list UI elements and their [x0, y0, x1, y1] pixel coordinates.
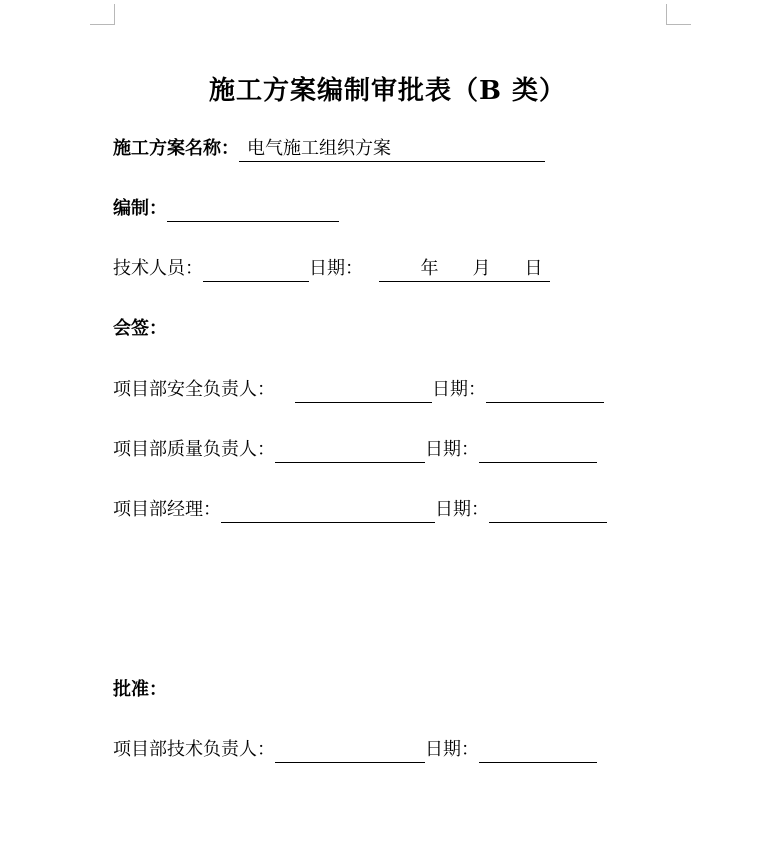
quality-date-field[interactable]	[479, 437, 597, 463]
tech-manager-row	[113, 737, 597, 763]
tech-staff-field[interactable]	[203, 256, 309, 282]
plan-name-field[interactable]	[239, 136, 545, 162]
plan-name-value: 电气施工组织方案	[247, 138, 391, 159]
tech-manager-field[interactable]	[275, 737, 425, 763]
project-manager-field[interactable]	[221, 497, 435, 523]
page-corner-mark-right	[666, 4, 691, 25]
plan-name-row	[113, 136, 545, 162]
tech-staff-date-label: 日期：	[309, 258, 363, 279]
pm-date-label: 日期：	[435, 499, 489, 520]
quality-manager-row	[113, 437, 597, 463]
pm-date-field[interactable]	[489, 497, 607, 523]
quality-manager-field[interactable]	[275, 437, 425, 463]
safety-manager-field[interactable]	[295, 377, 432, 403]
safety-date-field[interactable]	[486, 377, 604, 403]
safety-manager-row	[113, 377, 604, 403]
year-label: 年	[420, 258, 439, 279]
project-manager-label: 项目部经理：	[113, 499, 221, 520]
tech-staff-date-field[interactable]	[379, 256, 550, 282]
tech-staff-label: 技术人员：	[113, 258, 203, 279]
tech-manager-label: 项目部技术负责人：	[113, 739, 275, 760]
project-manager-row	[113, 497, 607, 523]
quality-date-label: 日期：	[425, 439, 479, 460]
approval-heading: 批准：	[113, 679, 167, 700]
tech-date-label: 日期：	[425, 739, 479, 760]
tech-staff-row	[113, 256, 550, 282]
compile-field[interactable]	[167, 196, 339, 222]
compile-row	[113, 196, 339, 222]
page-title: 施工方案编制审批表（B 类）	[208, 76, 567, 106]
day-label: 日	[524, 258, 543, 279]
quality-manager-label: 项目部质量负责人：	[113, 439, 275, 460]
plan-name-label: 施工方案名称：	[113, 138, 239, 159]
compile-label: 编制：	[113, 198, 167, 219]
month-label: 月	[472, 258, 491, 279]
page-corner-mark-left	[90, 4, 115, 25]
tech-date-field[interactable]	[479, 737, 597, 763]
safety-date-label: 日期：	[432, 379, 486, 400]
safety-manager-label: 项目部安全负责人：	[113, 379, 275, 400]
countersign-heading: 会签：	[113, 318, 167, 339]
